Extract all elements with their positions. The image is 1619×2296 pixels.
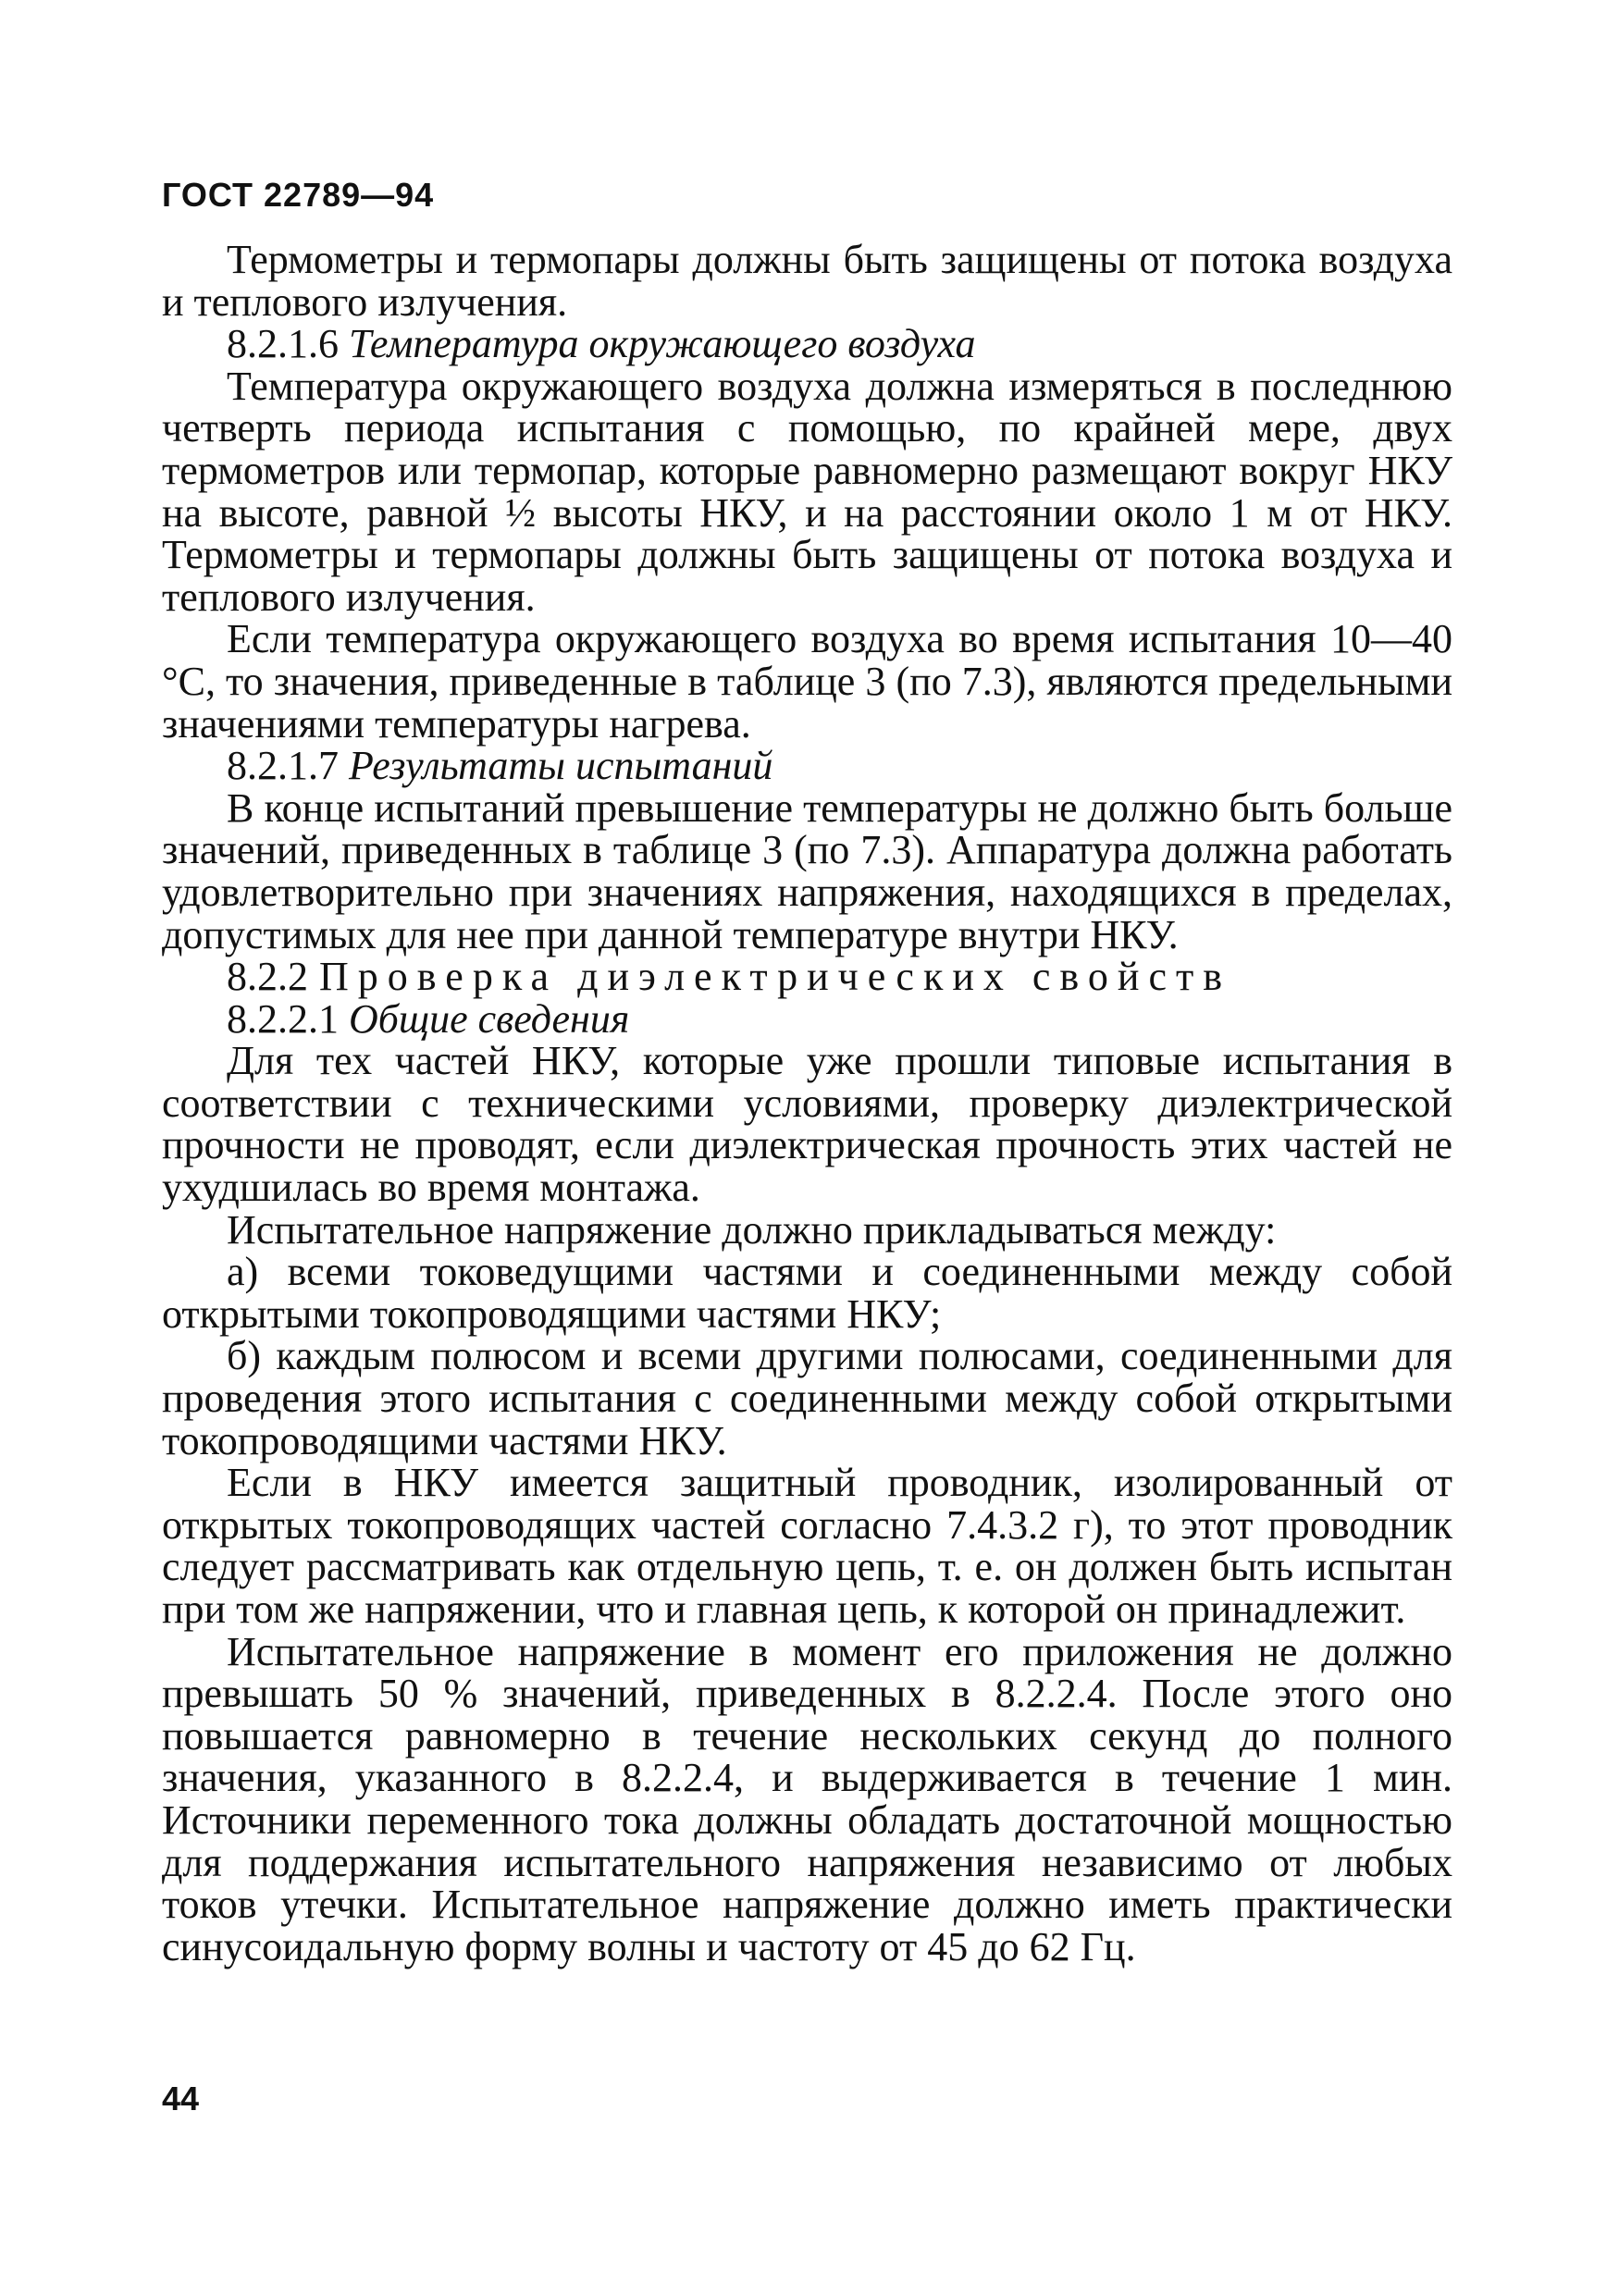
section-number: 8.2.1.7	[227, 743, 339, 789]
subsection-heading-8-2-1-6	[162, 323, 1452, 365]
document-id-header: ГОСТ 22789—94	[162, 176, 435, 214]
section-title: Результаты испытаний	[349, 743, 773, 789]
paragraph: Температура окружающего воздуха должна измеряться в последнюю четверть периода испытания с помощью, по крайней мере, двух термометров или термопар, которые равномерно размещают вокруг НКУ на высоте, равной ½ высоты НКУ, и на расстоянии около 1 м от НКУ. Термометры и термопары должны быть защищены от потока воздуха и теплового излучения.	[162, 363, 1452, 620]
page-number: 44	[162, 2080, 200, 2117]
paragraph: Испытательное напряжение должно прикладываться между:	[227, 1206, 1277, 1253]
section-title: Температура окружающего воздуха	[349, 321, 976, 367]
section-heading-8-2-2	[162, 956, 1452, 998]
section-title: Проверка диэлектрических свойств	[319, 954, 1231, 1000]
paragraph: Для тех частей НКУ, которые уже прошли типовые испытания в соответствии с техническими условиями, проверку диэлектрической прочности не проводят, если диэлектрическая прочность этих частей не ухудшилась во время монтажа.	[162, 1038, 1452, 1211]
paragraph: Термометры и термопары должны быть защищены от потока воздуха и теплового излучения.	[162, 237, 1452, 325]
section-number: 8.2.2	[227, 954, 308, 1000]
paragraph: В конце испытаний превышение температуры не должно быть больше значений, приведенных в таблице 3 (по 7.3). Аппаратура должна работать удовлетворительно при значениях напряжения, находящихся в пределах, допустимых для нее при данной температуре внутри НКУ.	[162, 784, 1452, 957]
document-body	[162, 239, 1452, 1968]
section-number: 8.2.1.6	[227, 321, 339, 367]
paragraph: Испытательное напряжение в момент его приложения не должно превышать 50 % значений, приведенных в 8.2.2.4. После этого оно повышается равномерно в течение нескольких секунд до полного значения, указанного в 8.2.2.4, и выдерживается в течение 1 мин. Источники переменного тока должны обладать достаточной мощностью для поддержания испытательного напряжения независимо от любых токов утечки. Испытательное напряжение должно иметь практически синусоидальную форму волны и частоту от 45 до 62 Гц.	[162, 1628, 1452, 1969]
paragraph: Если в НКУ имеется защитный проводник, изолированный от открытых токопроводящих частей согласно 7.4.3.2 г), то этот проводник следует рассматривать как отдельную цепь, т. е. он должен быть испытан при том же напряжении, что и главная цепь, к которой он принадлежит.	[162, 1460, 1452, 1632]
list-item-a: а) всеми токоведущими частями и соединенными между собой открытыми токопроводящими частями НКУ;	[162, 1249, 1452, 1337]
list-item-b: б) каждым полюсом и всеми другими полюсами, соединенными для проведения этого испытания с соединенными между собой открытыми токопроводящими частями НКУ.	[162, 1333, 1452, 1463]
subsection-heading-8-2-1-7	[162, 745, 1452, 787]
subsection-heading-8-2-2-1	[162, 995, 1452, 1042]
section-number: 8.2.2.1	[227, 995, 339, 1042]
paragraph: Если температура окружающего воздуха во время испытания 10—40 °С, то значения, приведенные в таблице 3 (по 7.3), являются предельными значениями температуры нагрева.	[162, 616, 1452, 747]
section-title: Общие сведения	[349, 995, 630, 1042]
